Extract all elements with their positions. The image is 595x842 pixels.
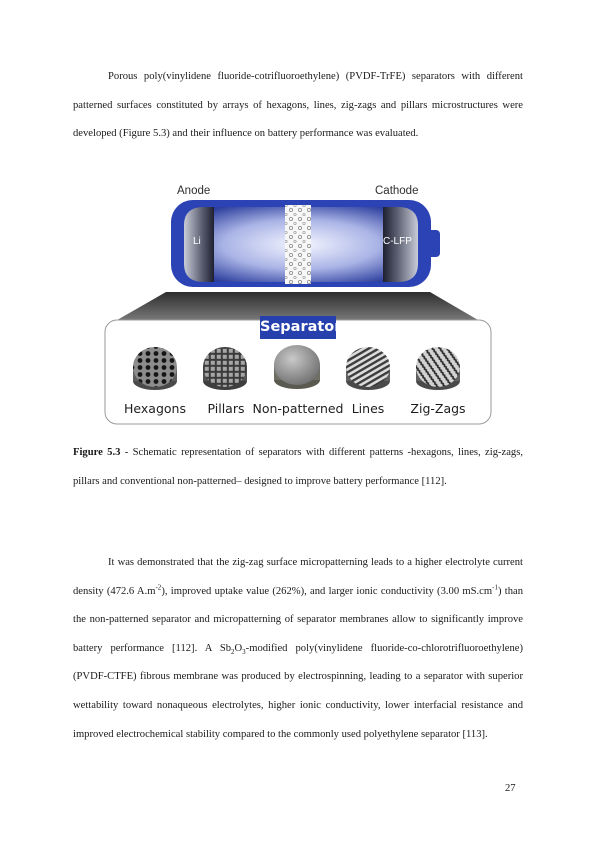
results-text-2: ), improved uptake value (262%), and larger ionic conductivity (3.00 mS.cm: [161, 585, 493, 597]
results-text-4: O: [234, 642, 243, 654]
subscript-1: 2: [231, 647, 235, 656]
cathode-material-label: C-LFP: [383, 236, 412, 247]
hexagons-disk: [133, 347, 177, 390]
superscript-2: -1: [492, 583, 498, 592]
lines-disk: [346, 347, 390, 390]
pattern-label-non-patterned: Non-patterned: [252, 401, 344, 416]
results-text-1: It was demonstrated that the zig-zag surface micropatterning leads to a higher electrolyte current density (472.6 A.m: [73, 557, 523, 597]
caption-figure-number: Figure 5.3: [73, 447, 121, 458]
battery-terminal: [426, 230, 440, 257]
pattern-label-zig-zags: Zig-Zags: [410, 401, 466, 416]
figure-caption: [73, 439, 523, 496]
superscript-1: -2: [155, 583, 162, 592]
separator-strip: [285, 205, 311, 284]
separator-label: Separator: [260, 316, 336, 339]
subscript-2: 3: [242, 647, 246, 656]
cathode-label: Cathode: [375, 185, 419, 197]
results-text-5: -modified poly(vinylidene fluoride-co-chlorotrifluoroethylene) (PVDF-CTFE) fibrous membrane was produced by electrospinning, leading to a separator with superior wettability toward nonaqueous electrolytes, higher ionic conductivity, lower interfacial resistance and improved electrochemical stability compared to the commonly used polyethylene separator [113].: [73, 642, 523, 740]
pattern-label-hexagons: Hexagons: [124, 401, 186, 416]
pattern-label-lines: Lines: [351, 401, 385, 416]
paragraph-results: [73, 549, 523, 749]
zig-zags-disk: [416, 347, 460, 390]
paragraph-intro: Porous poly(vinylidene fluoride-cotrifluoroethylene) (PVDF-TrFE) separators with different patterned surfaces constituted by arrays of hexagons, lines, zig-zags and pillars microstructures were developed (Figure 5.3) and their influence on battery performance was evaluated.: [73, 71, 523, 140]
caption-text: - Schematic representation of separators with different patterns -hexagons, lines, zig-zags, pillars and conventional non-patterned– designed to improve battery performance [112].: [73, 447, 523, 487]
results-text-3: ) than the non-patterned separator and micropatterning of separator membranes allow to significantly improve battery performance [112]. A Sb: [73, 585, 523, 654]
pattern-label-pillars: Pillars: [207, 401, 245, 416]
page-number: 27: [505, 783, 516, 794]
pillars-disk: [203, 347, 247, 390]
anode-label: Anode: [177, 185, 211, 197]
anode-material-label: Li: [193, 236, 201, 247]
non-patterned-disk: [274, 345, 320, 389]
